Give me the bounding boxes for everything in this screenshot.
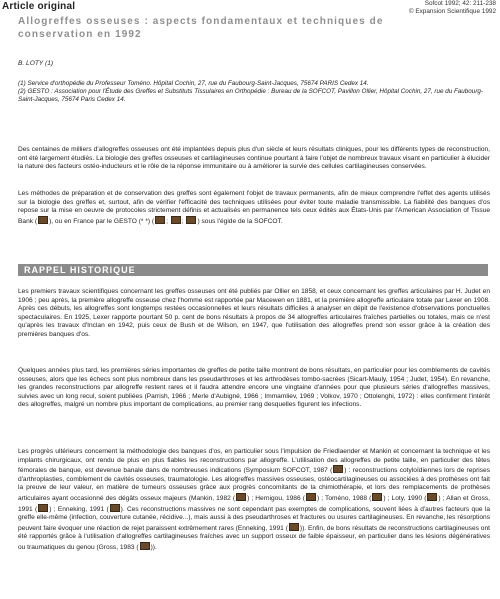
history-paragraph-3-part-c: ) ; Hernigou, 1986 ( xyxy=(247,494,305,502)
history-paragraph-3-part-a: Les progrès ultérieurs concernent la méthodologie des banques d'os, en particulier sous l'impulsion de Friedlaender et Mankin et concernant la technique et les implants chirurgicaux, ont rendu de plus en plus fiables les reconstructions par allogreffe. L'utilisation des allogreffes de petite taille, en particulier des têtes fémorales de banque, est devenue banale dans de nombreuses indications (Symposium SOFCOT, 1987 ( xyxy=(18,448,490,475)
page-header xyxy=(0,0,500,15)
history-paragraph-3-part-j: )). xyxy=(150,543,157,551)
reference-link-icon[interactable] xyxy=(306,493,316,501)
reference-link-icon[interactable] xyxy=(140,542,150,550)
journal-citation xyxy=(409,0,496,16)
journal-line-1: Sofcot 1992; 42: 211-238 xyxy=(424,0,496,7)
history-paragraph-3-part-i: )). Enfin, de bons résultats de reconstructions cartilagineuses ont été rapportés grâce à l'utilisation d'allogreffes cartilagineuses fraîches avec un support osseux de faible épaisseur, en particulier dans les lésions dégénératives ou traumatiques du genou (Gross, 1983 ( xyxy=(18,524,490,551)
history-paragraph-3 xyxy=(18,448,490,553)
article-title xyxy=(18,15,488,41)
reference-link-icon[interactable] xyxy=(38,504,48,512)
history-paragraph-3-part-g: ) ; Enneking, 1991 ( xyxy=(49,505,109,513)
history-paragraph-3-part-f: ) ; Allan et Gross, 1991 ( xyxy=(18,494,491,513)
article-type-label: Article original xyxy=(2,1,76,12)
section-title: RAPPEL HISTORIQUE xyxy=(24,265,136,275)
reference-link-icon[interactable] xyxy=(38,216,48,224)
history-paragraph-2: Quelques années plus tard, les premières séries importantes de greffes de petite taille montrent de bons résultats, en particulier pour les comblements de cavités osseuses, alors que les échecs sont plus nombreux dans les pseudarthroses et les arthrodèses tombo-sacrées (Sicart-Mauly, 1954 ; Judet, 1954). En revanche, les grandes reconstructions par allogreffe restent rares et il faudra attendre encore une vingtaine d'années pour que plusieurs séries d'allogreffes massives, suivies avec un long recul, soient publiées (Parrish, 1966 ; Merle d'Aubigné, 1966 ; Immamliev, 1969 ; Volkov, 1970 ; Ottolenghi, 1972) : elles confirment l'intérêt des allogreffes, malgré un nombre plus important de complications, au premier rang desquelles figurent les infections. xyxy=(18,367,490,409)
reference-link-icon[interactable] xyxy=(427,493,437,501)
reference-link-icon[interactable] xyxy=(110,504,120,512)
history-paragraph-1: Les premiers travaux scientifiques concernant les greffes osseuses ont été publiés par Ollier en 1858, et ceux concernant les greffes articulaires par H. Judet en 1906 ; peu après, la première allogreffe osseuse chez l'homme est rapportée par Macewen en 1881, et la première allogreffe articulaire totale par Lexer en 1908. Après ces débuts, les allogreffes sont longtemps restées occasionnelles et leurs résultats difficiles à analyser en dépit de l'existence d'observations ponctuelles spectaculaires. En 1925, Lexer rapporte pourtant 50 p. cent de bons résultats à propos de 34 allogreffes articulaires fraîches partielles ou totales, mais ce n'est qu'après les travaux d'Inclan en 1942, puis ceux de Bush et de Wilson, en 1947, que l'utilisation des allogreffes prend son essor grâce à la création des premières banques d'os. xyxy=(18,288,490,338)
history-paragraph-3-part-h: ). Ces reconstructions massives ne sont cependant pas exemptes de complications, souvent liées à d'autres facteurs que la greffe elle-même (infection, couverture cutanée, récidive...), mais aussi à des pseudarthroses et fractures ou usures cartilagineuses. En revanche, les résorptions peuvent faire évoquer une réaction de rejet paraissent extrêmement rares (Enneking, 1991 ( xyxy=(18,505,490,532)
history-paragraph-3-part-e: ) ; Loty, 1990 ( xyxy=(383,494,427,502)
intro-paragraph-2-part-c: ) sous l'égide de la SOFCOT. xyxy=(197,217,283,225)
reference-link-icon[interactable] xyxy=(155,216,165,224)
intro-paragraph-1: Des centaines de milliers d'allogreffes osseuses ont été implantées depuis plus d'un siècle et leurs résultats cliniques, pour les différents types de reconstruction, ont été largement étudiés. La biologie des greffes osseuses et cartilagineuses continue pourtant à faire l'objet de nombreux travaux visant en particulier à élucider la nature des facteurs ostéo-inducteurs et le rôle de la réponse immunitaire ou à améliorer la survie des cellules cartilagineuses conservées. xyxy=(18,146,490,171)
reference-link-icon[interactable] xyxy=(333,465,343,473)
journal-line-2: © Expansion Scientifique 1992 xyxy=(408,8,496,15)
reference-link-icon[interactable] xyxy=(171,216,181,224)
reference-link-icon[interactable] xyxy=(186,216,196,224)
article-title-line-1: Allogreffes osseuses : aspects fondamentaux et techniques de xyxy=(18,16,384,27)
affiliation-1: (1) Service d'orthopédie du Professeur Toméno. Hôpital Cochin, 27, rue du Faubourg-Saint-Jacques, 75674 PARIS Cedex 14. xyxy=(18,80,369,87)
history-paragraph-3-part-d: ) ; Toméno, 1988 ( xyxy=(316,494,372,502)
intro-paragraph-2-part-a: Les méthodes de préparation et de conservation des greffes sont également l'objet de travaux permanents, afin de mieux comprendre l'effet des agents utilisés sur la biologie des greffes et, surtout, afin de vérifier l'efficacité des techniques utilisées pour éviter toute maladie transmissible. La fiabilité des banques d'os repose sur la mise en oeuvre de protocoles strictement définis et actualisés en permanence tels ceux édités aux États-Unis par l'American Association of Tissue Bank ( xyxy=(18,190,490,225)
section-header-bar xyxy=(18,264,488,276)
affiliation-2: (2) GESTO : Association pour l'Étude des Greffes et Substituts Tissulaires en Orthopédie : Bureau de la SOFCOT, Pavillon Ollier, Hôpital Cochin, 27, rue du Faubourg-Saint-Jacques, 75674 Paris Cedex 14. xyxy=(18,88,484,104)
intro-paragraph-2: Les méthodes de préparation et de conservation des greffes sont également l'objet de travaux permanents, afin de mieux comprendre l'effet des agents utilisés sur la biologie des greffes et, surtout, afin de vérifier l'efficacité des techniques utilisées pour éviter toute maladie transmissible. La fiabilité des banques d'os repose sur la mise en oeuvre de protocoles strictement définis et actualisés en permanence tels ceux édités aux États-Unis par l'American Association of Tissue Bank ( ), ou en France par le GESTO (* *) ( ; ; ) sous l'égide de la SOFCOT. xyxy=(18,190,490,225)
reference-link-icon[interactable] xyxy=(372,493,382,501)
history-paragraph-3-part-b: ) : reconstructions cotyloïdiennes lors de reprises d'arthroplasties, comblement de cavités osseuses, traumatologie. Les allogreffes massives osseuses, ostéocartilagineuses ou associées à des prothèses ont fait la preuve de leur valeur, en matière de tumeurs osseuses grâce aux progrès concomitants de la chimiothérapie, et lors des remplacements de prothèses articulaires ayant occasionné des dégâts osseux majeurs (Mankin, 1982 ( xyxy=(18,467,490,502)
authors: B. LOTY (1) xyxy=(18,60,54,67)
reference-link-icon[interactable] xyxy=(289,523,299,531)
article-title-line-2: conservation en 1992 xyxy=(18,29,142,40)
reference-link-icon[interactable] xyxy=(236,493,246,501)
affiliations xyxy=(18,80,488,104)
intro-paragraph-2-part-b: ), ou en France par le GESTO (* *) ( xyxy=(49,217,155,225)
